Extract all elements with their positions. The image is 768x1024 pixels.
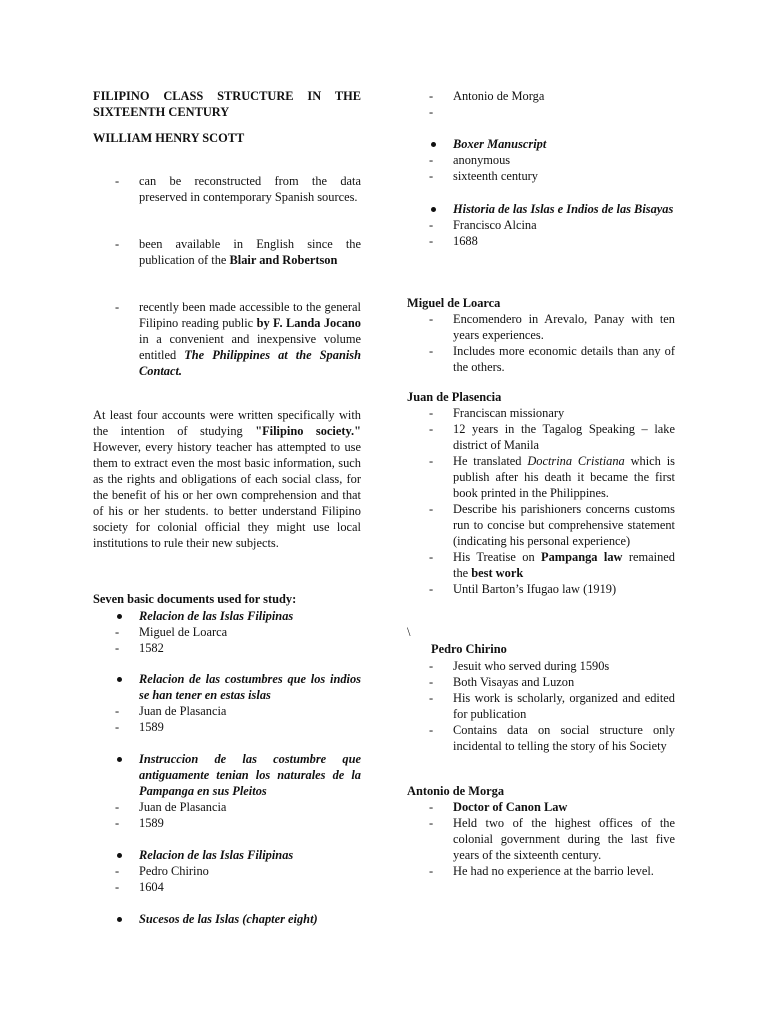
jocano-name: by F. Landa Jocano bbox=[256, 316, 361, 330]
intro-item-1 bbox=[115, 173, 361, 205]
document-title-text: Historia de las Islas e Indios de las Bisayas bbox=[453, 202, 674, 216]
chirino-item: His work is scholarly, organized and edited for publication bbox=[453, 691, 675, 721]
document-year: 1582 bbox=[139, 641, 164, 655]
dash-marker: - bbox=[429, 723, 434, 737]
documents-heading: Seven basic documents used for study: bbox=[93, 592, 297, 606]
dash-marker: - bbox=[429, 582, 434, 596]
document-author: Miguel de Loarca bbox=[139, 625, 228, 639]
dash-marker: - bbox=[115, 864, 120, 878]
chirino-heading: Pedro Chirino bbox=[431, 642, 507, 656]
dash-marker: - bbox=[115, 816, 120, 830]
intro-text-3b: in a convenient and inexpensive volume entitled bbox=[139, 332, 361, 362]
dash-marker: - bbox=[429, 234, 434, 248]
document-author: Juan de Plasancia bbox=[139, 704, 227, 718]
plasencia-item bbox=[453, 549, 675, 581]
document-year: 1604 bbox=[139, 880, 164, 894]
document-title-text: Relacion de las Islas Filipinas bbox=[139, 609, 294, 623]
morga-continuation bbox=[429, 88, 675, 120]
document-author: Juan de Plasancia bbox=[139, 800, 227, 814]
document-year: sixteenth century bbox=[453, 169, 538, 183]
book-title: The Philippines at the Spanish Contact. bbox=[139, 348, 361, 378]
dash-marker: - bbox=[429, 800, 434, 814]
paragraph-emphasis: "Filipino society." bbox=[255, 424, 361, 438]
dash-marker: - bbox=[429, 406, 434, 420]
plasencia-item-text: remained the bbox=[453, 550, 675, 580]
doctrina-title: Doctrina Cristiana bbox=[527, 454, 625, 468]
dash-marker: - bbox=[429, 864, 434, 878]
document-entry bbox=[429, 136, 675, 184]
intro-item-2 bbox=[115, 236, 361, 268]
title-line-1: FILIPINO CLASS STRUCTURE IN THE bbox=[93, 89, 361, 103]
plasencia-item-text: He translated bbox=[453, 454, 528, 468]
best-work: best work bbox=[471, 566, 524, 580]
document-title-text: Instruccion de las costumbre que antiguamente tenian los naturales de la Pampanga en sus Pleitos bbox=[139, 752, 361, 798]
loarca-list bbox=[429, 311, 675, 375]
document-year: 1688 bbox=[453, 234, 478, 248]
document-year: 1589 bbox=[139, 720, 164, 734]
plasencia-item: Franciscan missionary bbox=[453, 406, 565, 420]
dash-marker: - bbox=[115, 625, 120, 639]
dash-marker: - bbox=[429, 312, 434, 326]
paragraph-part-1: At least four accounts were written specifically with the intention of studying bbox=[93, 408, 361, 438]
dash-marker: - bbox=[429, 344, 434, 358]
bullet-icon bbox=[431, 142, 436, 147]
document-entry bbox=[115, 751, 361, 831]
dash-marker: - bbox=[429, 169, 434, 183]
intro-item-3 bbox=[115, 299, 361, 379]
dash-marker: - bbox=[429, 550, 434, 564]
bullet-icon bbox=[117, 853, 122, 858]
dash-marker: - bbox=[115, 704, 120, 718]
plasencia-item: 12 years in the Tagalog Speaking – lake district of Manila bbox=[453, 422, 675, 452]
dash-marker: - bbox=[115, 300, 120, 314]
plasencia-item-text: which is publish after his death it became the first book printed in the Philippines. bbox=[453, 454, 675, 500]
document-author: Francisco Alcina bbox=[453, 218, 537, 232]
document-title-text: Relacion de las costumbres que los indios se han tener en estas islas bbox=[139, 672, 361, 702]
document-title-text: Relacion de las Islas Filipinas bbox=[139, 848, 294, 862]
dash-marker: - bbox=[429, 89, 434, 103]
dash-marker: - bbox=[115, 800, 120, 814]
dash-marker: - bbox=[115, 237, 120, 251]
dash-marker: - bbox=[429, 675, 434, 689]
intro-paragraph bbox=[93, 407, 361, 551]
backslash-mark: \ bbox=[407, 625, 411, 639]
document-entry bbox=[115, 847, 361, 895]
morga-heading: Antonio de Morga bbox=[407, 784, 505, 798]
continuation-author: Antonio de Morga bbox=[453, 89, 545, 103]
document-entry bbox=[115, 608, 361, 656]
plasencia-item: Until Barton’s Ifugao law (1919) bbox=[453, 582, 617, 596]
document-year: 1589 bbox=[139, 816, 164, 830]
dash-marker: - bbox=[429, 659, 434, 673]
morga-item: Doctor of Canon Law bbox=[453, 800, 568, 814]
chirino-item: Both Visayas and Luzon bbox=[453, 675, 575, 689]
morga-item: He had no experience at the barrio level. bbox=[453, 864, 654, 878]
document-entry bbox=[115, 671, 361, 735]
document-title bbox=[93, 88, 361, 120]
morga-list bbox=[429, 799, 675, 879]
pampanga-law: Pampanga law bbox=[541, 550, 623, 564]
document-title-text: Boxer Manuscript bbox=[453, 137, 547, 151]
intro-text-1: can be reconstructed from the data preserved in contemporary Spanish sources. bbox=[139, 174, 361, 204]
document-author: Pedro Chirino bbox=[139, 864, 209, 878]
dash-marker: - bbox=[115, 174, 120, 188]
title-line-2: SIXTEENTH CENTURY bbox=[93, 105, 230, 119]
document-entry bbox=[115, 911, 361, 927]
document-title-text: Sucesos de las Islas (chapter eight) bbox=[139, 912, 318, 926]
dash-marker: - bbox=[429, 816, 434, 830]
dash-marker: - bbox=[429, 153, 434, 167]
bullet-icon bbox=[117, 677, 122, 682]
loarca-item: Encomendero in Arevalo, Panay with ten years experiences. bbox=[453, 312, 675, 342]
intro-text-2a: been available in English since the publication of the bbox=[139, 237, 361, 267]
dash-marker: - bbox=[429, 105, 434, 119]
dash-marker: - bbox=[429, 218, 434, 232]
blair-robertson: Blair and Robertson bbox=[229, 253, 338, 267]
intro-text-3a: recently been made accessible to the general Filipino reading public bbox=[139, 300, 361, 330]
intro-text-2 bbox=[139, 236, 361, 268]
plasencia-item-text: His Treatise on bbox=[453, 550, 542, 564]
document-author: anonymous bbox=[453, 153, 511, 167]
chirino-item: Contains data on social structure only incidental to telling the story of his Society bbox=[453, 723, 675, 753]
dash-marker: - bbox=[429, 422, 434, 436]
loarca-heading: Miguel de Loarca bbox=[407, 296, 501, 310]
dash-marker: - bbox=[429, 454, 434, 468]
chirino-item: Jesuit who served during 1590s bbox=[453, 659, 610, 673]
plasencia-heading: Juan de Plasencia bbox=[407, 390, 502, 404]
document-entry bbox=[429, 201, 675, 249]
author-name: WILLIAM HENRY SCOTT bbox=[93, 131, 245, 145]
morga-item: Held two of the highest offices of the colonial government during the last five years of the sixteenth century. bbox=[453, 816, 675, 862]
chirino-list bbox=[429, 658, 675, 754]
dash-marker: - bbox=[115, 720, 120, 734]
plasencia-item: Describe his parishioners concerns customs run to concise but comprehensive statement (indicating his personal experience) bbox=[453, 502, 675, 548]
bullet-icon bbox=[117, 757, 122, 762]
bullet-icon bbox=[431, 207, 436, 212]
dash-marker: - bbox=[115, 641, 120, 655]
dash-marker: - bbox=[115, 880, 120, 894]
plasencia-item bbox=[453, 453, 675, 501]
dash-marker: - bbox=[429, 691, 434, 705]
dash-marker: - bbox=[429, 502, 434, 516]
paragraph-part-2: However, every history teacher has attempted to use them to extract even the most basic information, such as the rights and obligations of each social class, for the benefit of his or her own comprehension and that of his or her students. to better understand Filipino society for colonial official they might use local institutions to rule their new subjects. bbox=[93, 440, 361, 550]
bullet-icon bbox=[117, 614, 122, 619]
loarca-item: Includes more economic details than any of the others. bbox=[453, 344, 675, 374]
plasencia-list bbox=[429, 405, 675, 597]
bullet-icon bbox=[117, 917, 122, 922]
intro-text-3 bbox=[139, 299, 361, 379]
